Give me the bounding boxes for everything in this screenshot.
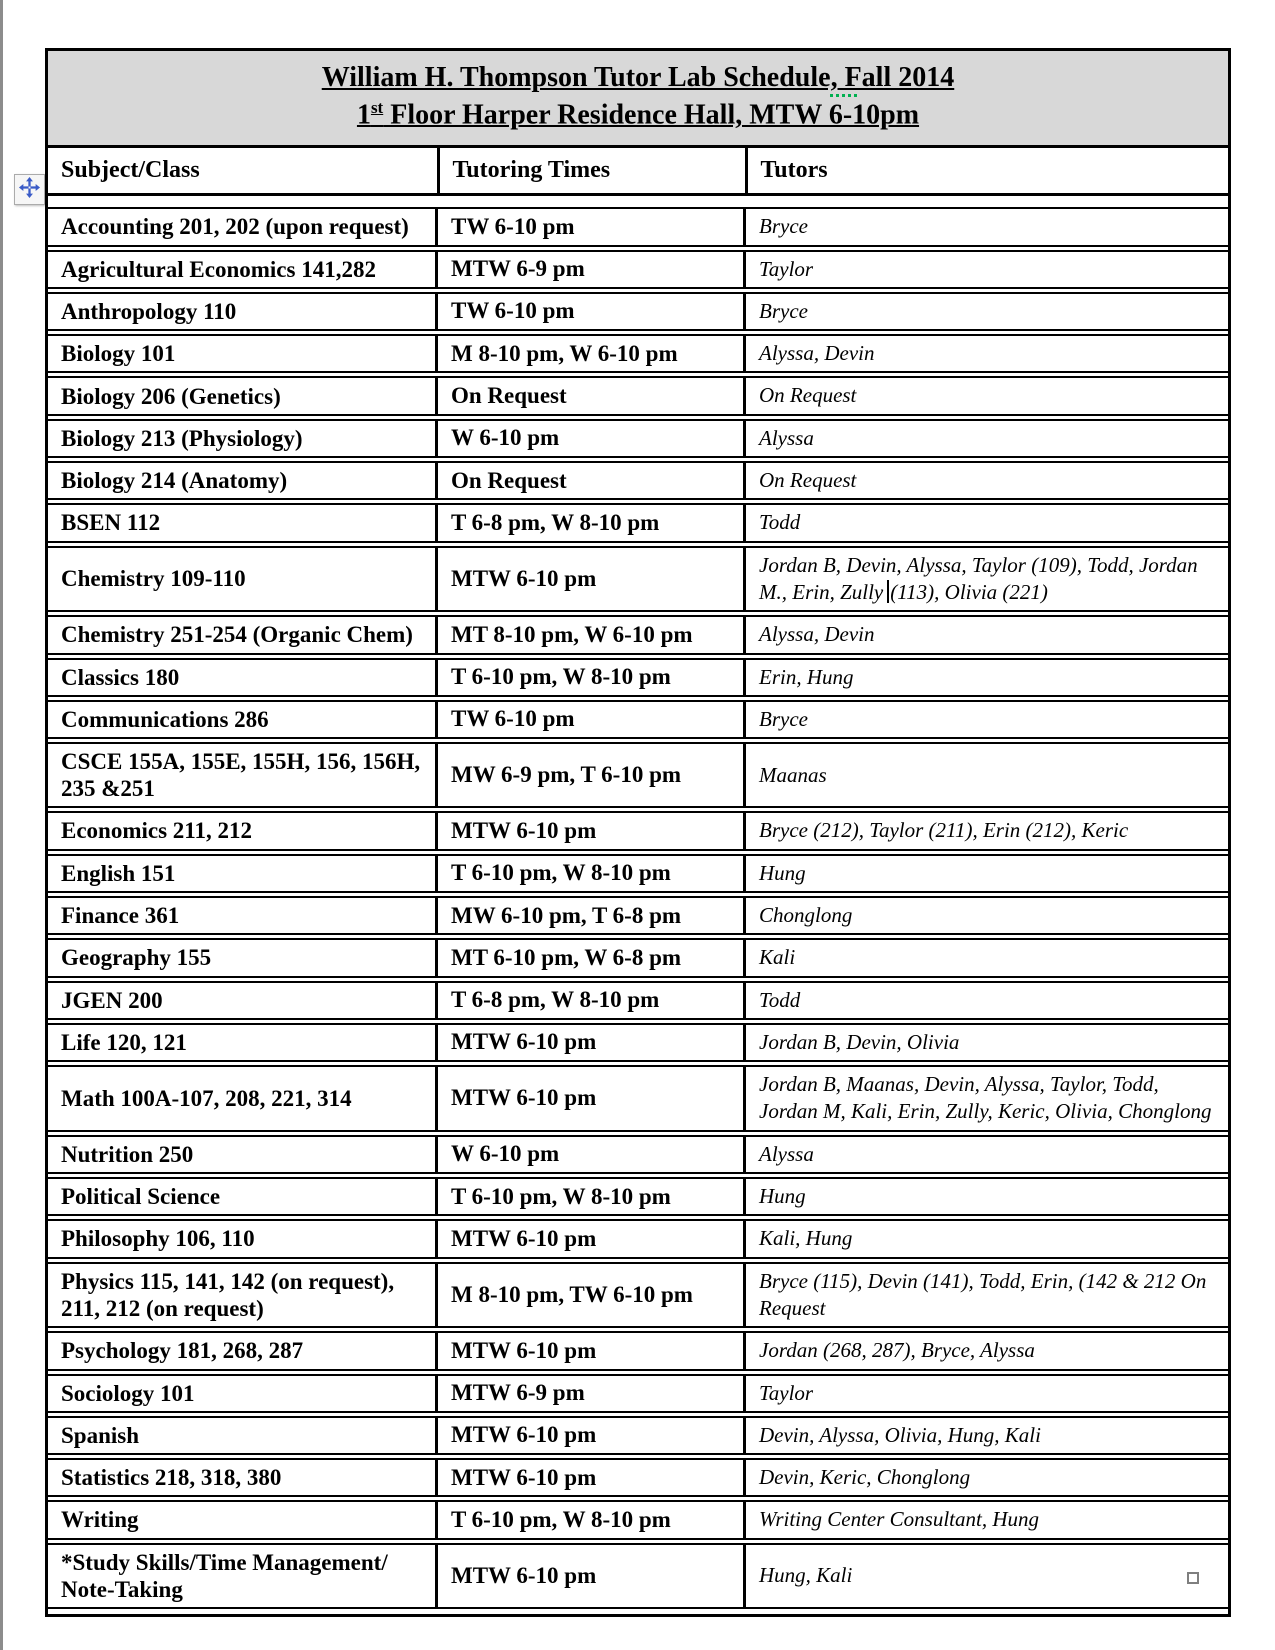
times-cell[interactable]: MTW 6-10 pm bbox=[438, 1219, 746, 1258]
column-header-times[interactable]: Tutoring Times bbox=[438, 148, 746, 195]
times-cell[interactable]: T 6-8 pm, W 8-10 pm bbox=[438, 981, 746, 1020]
subject-cell[interactable]: Geography 155 bbox=[48, 938, 438, 977]
schedule-row bbox=[48, 376, 1228, 415]
tutors-cell[interactable]: Devin, Keric, Chonglong bbox=[746, 1458, 1228, 1497]
subject-cell[interactable]: BSEN 112 bbox=[48, 503, 438, 542]
tutors-cell[interactable]: Jordan B, Devin, Olivia bbox=[746, 1023, 1228, 1062]
times-cell[interactable]: MT 8-10 pm, W 6-10 pm bbox=[438, 615, 746, 654]
schedule-data-table bbox=[48, 204, 1228, 1612]
column-header-subject[interactable]: Subject/Class bbox=[48, 148, 438, 195]
schedule-row bbox=[48, 292, 1228, 331]
subject-cell[interactable]: Biology 101 bbox=[48, 334, 438, 373]
tutors-cell[interactable]: Chonglong bbox=[746, 896, 1228, 935]
subject-cell[interactable]: Anthropology 110 bbox=[48, 292, 438, 331]
subject-cell[interactable]: Finance 361 bbox=[48, 896, 438, 935]
subject-cell[interactable]: Biology 214 (Anatomy) bbox=[48, 461, 438, 500]
times-cell[interactable]: TW 6-10 pm bbox=[438, 700, 746, 739]
subject-cell[interactable]: JGEN 200 bbox=[48, 981, 438, 1020]
subject-cell[interactable]: Agricultural Economics 141,282 bbox=[48, 250, 438, 289]
subject-cell[interactable]: Life 120, 121 bbox=[48, 1023, 438, 1062]
subject-cell[interactable]: *Study Skills/Time Management/ Note-Taking bbox=[48, 1543, 438, 1609]
schedule-row bbox=[48, 938, 1228, 977]
subject-cell[interactable]: Chemistry 251-254 (Organic Chem) bbox=[48, 615, 438, 654]
schedule-row bbox=[48, 811, 1228, 850]
schedule-row bbox=[48, 1219, 1228, 1258]
schedule-row bbox=[48, 1065, 1228, 1132]
schedule-row bbox=[48, 742, 1228, 808]
column-header-tutors[interactable]: Tutors bbox=[746, 148, 1228, 195]
subject-cell[interactable]: Chemistry 109-110 bbox=[48, 546, 438, 613]
times-cell[interactable]: TW 6-10 pm bbox=[438, 292, 746, 331]
times-cell[interactable]: MTW 6-10 pm bbox=[438, 1543, 746, 1609]
times-cell[interactable]: MW 6-9 pm, T 6-10 pm bbox=[438, 742, 746, 808]
subject-cell[interactable]: Political Science bbox=[48, 1177, 438, 1216]
schedule-row bbox=[48, 896, 1228, 935]
table-resize-handle[interactable] bbox=[1187, 1572, 1199, 1584]
tutors-cell[interactable]: On Request bbox=[746, 461, 1228, 500]
times-cell[interactable]: MTW 6-9 pm bbox=[438, 250, 746, 289]
tutors-cell[interactable]: Kali bbox=[746, 938, 1228, 977]
tutors-cell[interactable]: Taylor bbox=[746, 250, 1228, 289]
times-cell[interactable]: T 6-10 pm, W 8-10 pm bbox=[438, 1500, 746, 1539]
times-cell[interactable]: MTW 6-10 pm bbox=[438, 1331, 746, 1370]
times-cell[interactable]: T 6-8 pm, W 8-10 pm bbox=[438, 503, 746, 542]
schedule-row bbox=[48, 1543, 1228, 1609]
subject-cell[interactable]: Nutrition 250 bbox=[48, 1135, 438, 1174]
schedule-row bbox=[48, 546, 1228, 613]
tutors-cell[interactable]: Hung bbox=[746, 854, 1228, 893]
times-cell[interactable]: On Request bbox=[438, 376, 746, 415]
tutors-cell[interactable]: Jordan (268, 287), Bryce, Alyssa bbox=[746, 1331, 1228, 1370]
schedule-row bbox=[48, 1416, 1228, 1455]
tutors-cell[interactable]: Hung bbox=[746, 1177, 1228, 1216]
tutors-cell[interactable]: Taylor bbox=[746, 1374, 1228, 1413]
column-header-row bbox=[48, 148, 1228, 196]
subject-cell[interactable]: CSCE 155A, 155E, 155H, 156, 156H, 235 &251 bbox=[48, 742, 438, 808]
tutors-cell[interactable]: Maanas bbox=[746, 742, 1228, 808]
subject-cell[interactable]: Math 100A-107, 208, 221, 314 bbox=[48, 1065, 438, 1132]
tutors-cell[interactable]: Jordan B, Devin, Alyssa, Taylor (109), Todd, Jordan M., Erin, Zully (113), Olivia (221) bbox=[746, 546, 1228, 613]
times-cell[interactable]: T 6-10 pm, W 8-10 pm bbox=[438, 658, 746, 697]
times-cell[interactable]: TW 6-10 pm bbox=[438, 207, 746, 246]
table-move-handle[interactable] bbox=[14, 174, 45, 205]
times-cell[interactable]: MTW 6-9 pm bbox=[438, 1374, 746, 1413]
times-cell[interactable]: T 6-10 pm, W 8-10 pm bbox=[438, 1177, 746, 1216]
schedule-row bbox=[48, 1023, 1228, 1062]
schedule-table-body bbox=[48, 207, 1228, 1609]
schedule-title: William H. Thompson Tutor Lab Schedule, Fall 2014 bbox=[321, 62, 955, 93]
times-cell[interactable]: W 6-10 pm bbox=[438, 1135, 746, 1174]
tutors-cell[interactable]: Kali, Hung bbox=[746, 1219, 1228, 1258]
schedule-row bbox=[48, 419, 1228, 458]
subject-cell[interactable]: Classics 180 bbox=[48, 658, 438, 697]
tutors-cell[interactable]: Bryce bbox=[746, 292, 1228, 331]
subject-cell[interactable]: English 151 bbox=[48, 854, 438, 893]
schedule-row bbox=[48, 250, 1228, 289]
times-cell[interactable]: M 8-10 pm, TW 6-10 pm bbox=[438, 1262, 746, 1329]
tutors-cell[interactable]: Alyssa bbox=[746, 1135, 1228, 1174]
subject-cell[interactable]: Writing bbox=[48, 1500, 438, 1539]
tutors-cell[interactable]: Erin, Hung bbox=[746, 658, 1228, 697]
schedule-row bbox=[48, 1135, 1228, 1174]
subject-cell[interactable]: Psychology 181, 268, 287 bbox=[48, 1331, 438, 1370]
tutors-cell[interactable]: Bryce (212), Taylor (211), Erin (212), Keric bbox=[746, 811, 1228, 850]
subject-cell[interactable]: Spanish bbox=[48, 1416, 438, 1455]
schedule-row bbox=[48, 658, 1228, 697]
table-title-band[interactable] bbox=[48, 51, 1228, 148]
schedule-row bbox=[48, 615, 1228, 654]
subject-cell[interactable]: Physics 115, 141, 142 (on request), 211, 212 (on request) bbox=[48, 1262, 438, 1329]
subject-cell[interactable]: Philosophy 106, 110 bbox=[48, 1219, 438, 1258]
schedule-row bbox=[48, 1458, 1228, 1497]
subject-cell[interactable]: Sociology 101 bbox=[48, 1374, 438, 1413]
schedule-row bbox=[48, 461, 1228, 500]
schedule-row bbox=[48, 700, 1228, 739]
times-cell[interactable]: MTW 6-10 pm bbox=[438, 546, 746, 613]
tutors-cell[interactable]: Writing Center Consultant, Hung bbox=[746, 1500, 1228, 1539]
tutors-cell[interactable]: Bryce bbox=[746, 207, 1228, 246]
tutors-cell[interactable]: Todd bbox=[746, 981, 1228, 1020]
tutors-cell[interactable]: Bryce (115), Devin (141), Todd, Erin, (142 & 212 On Request bbox=[746, 1262, 1228, 1329]
subject-cell[interactable]: Accounting 201, 202 (upon request) bbox=[48, 207, 438, 246]
schedule-row bbox=[48, 854, 1228, 893]
times-cell[interactable]: MW 6-10 pm, T 6-8 pm bbox=[438, 896, 746, 935]
four-way-arrow-icon bbox=[18, 176, 41, 204]
tutor-schedule-table bbox=[45, 48, 1231, 1617]
subject-cell[interactable]: Communications 286 bbox=[48, 700, 438, 739]
schedule-row bbox=[48, 334, 1228, 373]
subject-cell[interactable]: Statistics 218, 318, 380 bbox=[48, 1458, 438, 1497]
tutors-cell[interactable]: Alyssa, Devin bbox=[746, 334, 1228, 373]
tutors-cell[interactable]: On Request bbox=[746, 376, 1228, 415]
times-cell[interactable]: MTW 6-10 pm bbox=[438, 1458, 746, 1497]
tutors-cell[interactable]: Alyssa, Devin bbox=[746, 615, 1228, 654]
tutors-cell[interactable]: Jordan B, Maanas, Devin, Alyssa, Taylor, Todd, Jordan M, Kali, Erin, Zully, Keric, Olivia, Chonglong bbox=[746, 1065, 1228, 1132]
times-cell[interactable]: W 6-10 pm bbox=[438, 419, 746, 458]
times-cell[interactable]: MTW 6-10 pm bbox=[438, 1416, 746, 1455]
schedule-row bbox=[48, 981, 1228, 1020]
subject-cell[interactable]: Biology 213 (Physiology) bbox=[48, 419, 438, 458]
schedule-row bbox=[48, 1500, 1228, 1539]
schedule-row bbox=[48, 1374, 1228, 1413]
tutors-cell[interactable]: Hung, Kali bbox=[746, 1543, 1228, 1609]
tutors-cell[interactable]: Alyssa bbox=[746, 419, 1228, 458]
schedule-row bbox=[48, 503, 1228, 542]
subject-cell[interactable]: Biology 206 (Genetics) bbox=[48, 376, 438, 415]
schedule-row bbox=[48, 1177, 1228, 1216]
spellcheck-squiggle bbox=[830, 92, 857, 97]
times-cell[interactable]: MTW 6-10 pm bbox=[438, 1023, 746, 1062]
times-cell[interactable]: MT 6-10 pm, W 6-8 pm bbox=[438, 938, 746, 977]
tutors-cell[interactable]: Bryce bbox=[746, 700, 1228, 739]
text-cursor bbox=[887, 580, 889, 603]
page-left-edge bbox=[0, 0, 3, 1650]
times-cell[interactable]: MTW 6-10 pm bbox=[438, 811, 746, 850]
times-cell[interactable]: MTW 6-10 pm bbox=[438, 1065, 746, 1132]
subject-cell[interactable]: Economics 211, 212 bbox=[48, 811, 438, 850]
schedule-row bbox=[48, 1262, 1228, 1329]
schedule-row bbox=[48, 1331, 1228, 1370]
times-cell[interactable]: T 6-10 pm, W 8-10 pm bbox=[438, 854, 746, 893]
tutors-cell[interactable]: Devin, Alyssa, Olivia, Hung, Kali bbox=[746, 1416, 1228, 1455]
schedule-subtitle: 1st Floor Harper Residence Hall, MTW 6-10pm bbox=[356, 97, 920, 131]
times-cell[interactable]: M 8-10 pm, W 6-10 pm bbox=[438, 334, 746, 373]
times-cell[interactable]: On Request bbox=[438, 461, 746, 500]
tutors-cell[interactable]: Todd bbox=[746, 503, 1228, 542]
schedule-row bbox=[48, 207, 1228, 246]
